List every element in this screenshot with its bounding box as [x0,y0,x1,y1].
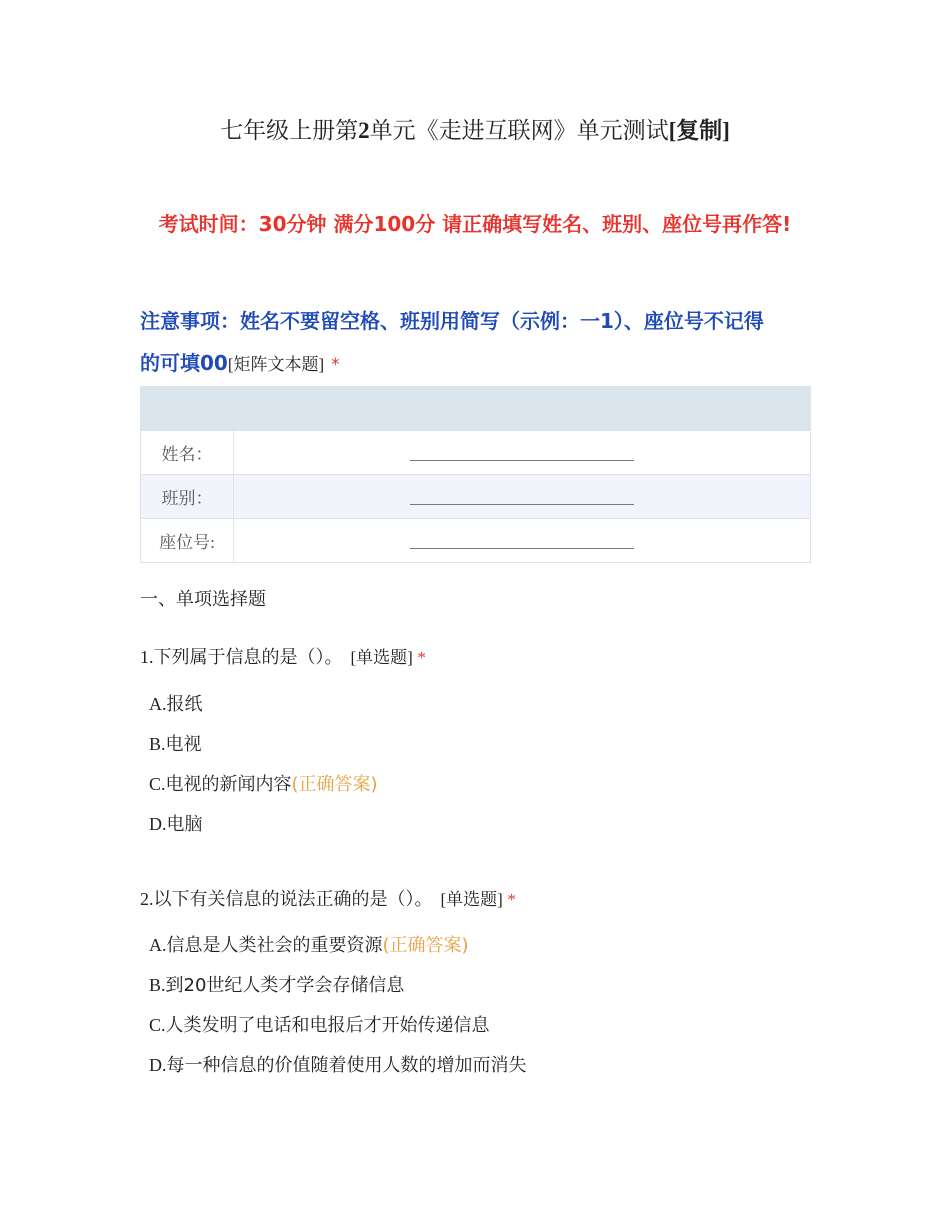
question-number: 2. [140,889,154,909]
option-1b[interactable] [149,730,202,756]
option-letter: B. [149,734,166,754]
option-letter: B. [149,975,166,995]
option-2c[interactable] [149,1011,490,1037]
matrix-question-line2: 的可填00 [140,351,228,375]
matrix-row [141,475,811,519]
option-2d[interactable] [149,1051,527,1077]
option-1c[interactable] [149,770,378,796]
option-letter: C. [149,1015,166,1035]
matrix-question-line2-wrap [140,342,820,386]
matrix-table [140,386,811,563]
matrix-header-row [141,387,811,431]
correct-answer-mark: (正确答案) [382,935,469,956]
option-text: 电视的新闻内容 [165,774,292,795]
matrix-row-label: 姓名： [141,431,234,475]
option-text: 每一种信息的价值随着使用人数的增加而消失 [166,1055,527,1076]
option-1a[interactable] [149,690,203,716]
matrix-question [140,300,820,386]
question-number: 1. [140,647,154,667]
question-2 [140,885,516,911]
option-letter: C. [149,774,166,794]
blank-line [410,446,634,461]
option-text: 人类发明了电话和电报后才开始传递信息 [165,1015,490,1036]
option-letter: A. [149,694,167,714]
question-type-tag: [单选题] [350,648,413,667]
name-field[interactable] [234,431,811,475]
question-type-tag: [单选题] [440,890,503,909]
required-mark: * [331,355,340,375]
option-letter: A. [149,935,167,955]
option-1d[interactable] [149,810,203,836]
question-type-tag: [矩阵文本题] [227,355,325,374]
matrix-question-line1: 注意事项：姓名不要留空格、班别用简写（示例：一1）、座位号不记得 [140,309,764,333]
title-middle: 单元《走进互联网》单元测试 [369,118,669,143]
required-mark: * [507,890,516,909]
option-text: 信息是人类社会的重要资源 [166,935,383,956]
option-2b[interactable] [149,971,404,997]
matrix-row-label: 班别： [141,475,234,519]
option-text: 到20世纪人类才学会存储信息 [165,975,405,996]
blank-line [410,534,634,549]
seat-field[interactable] [234,519,811,563]
option-2a[interactable] [149,931,469,957]
matrix-header-cell [234,387,811,431]
option-letter: D. [149,814,167,834]
title-unit-number: 2 [358,118,370,143]
question-1 [140,643,426,669]
option-letter: D. [149,1055,167,1075]
option-text: 电脑 [166,814,203,835]
blank-line [410,490,634,505]
matrix-row-label: 座位号: [141,519,234,563]
matrix-header-cell [141,387,234,431]
matrix-row [141,431,811,475]
matrix-row [141,519,811,563]
question-text: 以下有关信息的说法正确的是（）。 [153,889,433,910]
option-text: 电视 [165,734,202,755]
title-suffix: [复制] [668,118,730,143]
question-text: 下列属于信息的是（）。 [153,647,343,668]
title-prefix: 七年级上册第 [220,118,359,143]
option-text: 报纸 [166,694,203,715]
class-field[interactable] [234,475,811,519]
section-title: 一、单项选择题 [140,589,266,610]
exam-notice: 考试时间：30分钟 满分100分 请正确填写姓名、班别、座位号再作答! [158,212,792,236]
page-title [0,112,950,145]
required-mark: * [417,648,426,667]
correct-answer-mark: (正确答案) [291,774,378,795]
